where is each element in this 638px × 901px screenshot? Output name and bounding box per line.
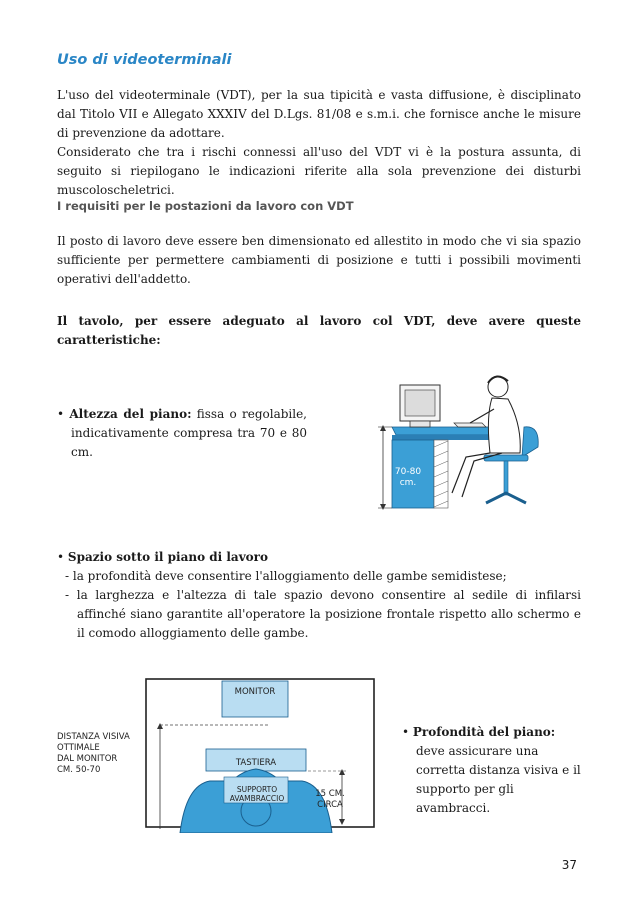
page-number: 37 (561, 858, 577, 872)
distance-label-line-3: DAL MONITOR (57, 754, 118, 764)
desk-heading: Il tavolo, per essere adeguato al lavoro col VDT, deve avere queste caratteristiche: (57, 314, 581, 347)
bullet-dot: • (402, 725, 413, 739)
bullet-depth-title: Profondità del piano: (412, 725, 556, 739)
distance-label-line-1: DISTANZA VISIVA (57, 732, 130, 742)
keyboard-label: TASTIERA (235, 758, 277, 768)
distance-label-line-4: CM. 50-70 (57, 765, 101, 775)
bullet-space-item-1: la profondità deve consentire l'alloggiamento delle gambe semidistese; (72, 569, 507, 583)
desk-height-label-value: 70-80 (394, 467, 422, 477)
bullet-space-item-2: la larghezza e l'altezza di tale spazio devono consentire al sedile di infilarsi affinché siano garantite all'operatore la posizione frontale rispetto allo schermo e il comodo alloggiamento delle gambe. (76, 588, 582, 640)
intro-paragraph-1: L'uso del videoterminale (VDT), per la sua tipicità e vasta diffusione, è disciplinato dal Titolo VII e Allegato XXXIV del D.Lgs. 81/08 e s.m.i. che fornisce anche le misure di prevenzione da adottare. (57, 88, 581, 140)
bullet-space-title: Spazio sotto il piano di lavoro (67, 550, 269, 564)
desk-height-label-unit: cm. (399, 478, 417, 488)
bullet-depth (402, 723, 582, 818)
intro-paragraph-2: Considerato che tra i rischi connessi all'uso del VDT vi è la postura assunta, di seguito si riepilogano le indicazioni riferite alla sola prevenzione dei disturbi muscoloscheletrici. (57, 145, 581, 197)
dash-marker: - (65, 569, 73, 583)
bullet-dot: • (57, 550, 68, 564)
forearm-support-label (222, 785, 292, 803)
support-label-line-1: SUPPORTO (236, 785, 278, 794)
desk-height-illustration (372, 365, 552, 515)
workstation-paragraph: Il posto di lavoro deve essere ben dimensionato ed allestito in modo che vi sia spazio sufficiente per permettere cambiamenti di posizione e tutti i possibili movimenti operativi dell'addetto. (57, 234, 581, 286)
bullet-space (57, 548, 581, 643)
visual-distance-label (57, 732, 130, 776)
bullet-height-title: Altezza del piano: (69, 407, 192, 421)
page-title: Uso di videoterminali (57, 52, 232, 68)
gap-label (306, 789, 354, 811)
section-subheading: I requisiti per le postazioni da lavoro con VDT (57, 199, 354, 213)
desk-height-label (392, 467, 424, 489)
bullet-height-text: fissa o regolabile, indicativamente compresa tra 70 e 80 cm. (71, 407, 307, 459)
gap-label-line-2: CIRCA (317, 800, 343, 810)
bullet-depth-text: deve assicurare una corretta distanza visiva e il supporto per gli avambracci. (416, 744, 581, 815)
dash-marker: - (65, 588, 77, 602)
bullet-dot: • (57, 407, 70, 421)
distance-label-line-2: OTTIMALE (57, 743, 100, 753)
monitor-label: MONITOR (234, 687, 276, 697)
gap-label-line-1: 15 CM. (315, 789, 345, 799)
bullet-height (57, 405, 307, 462)
support-label-line-2: AVAMBRACCIO (229, 794, 285, 803)
